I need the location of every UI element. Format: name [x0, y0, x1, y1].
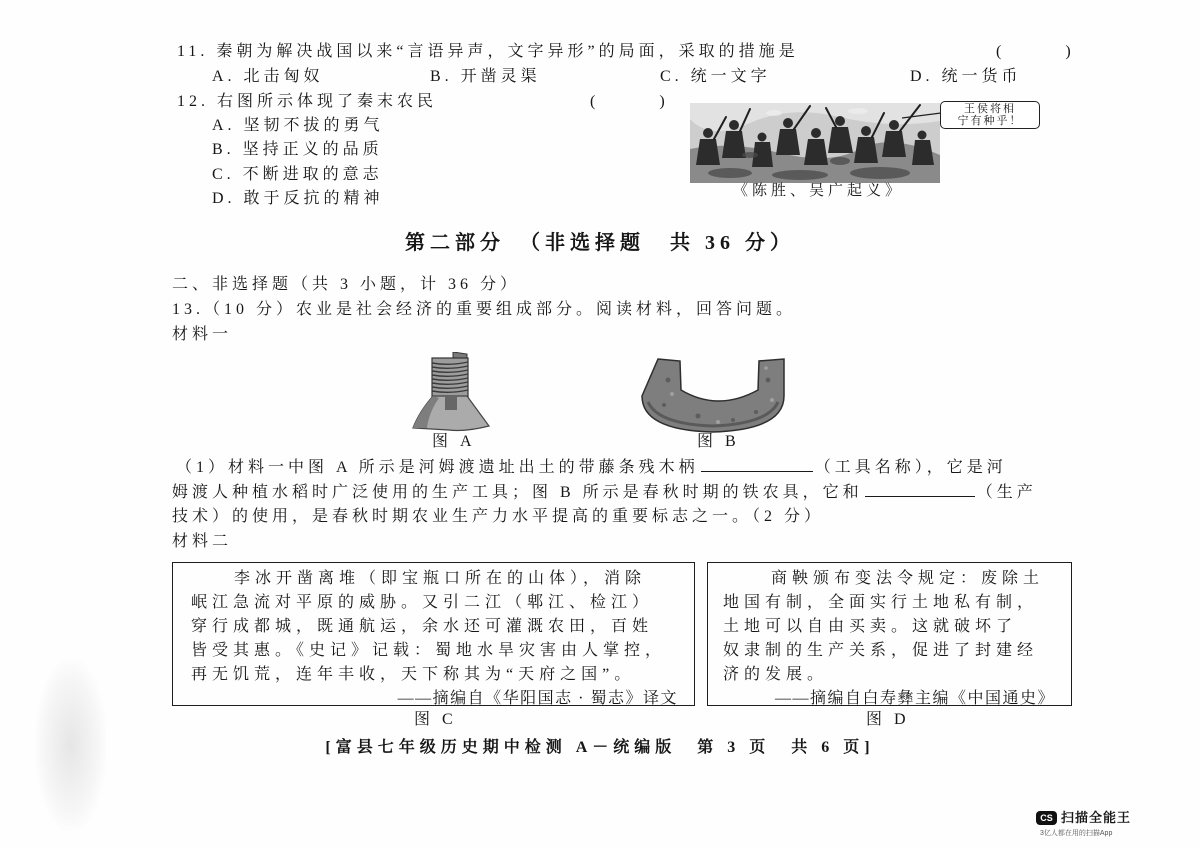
box-d-line: 奴隶制的生产关系，促进了封建经	[723, 642, 1039, 659]
question-11-option-b: B. 开凿灵渠	[430, 68, 541, 85]
speech-line-2: 宁有种乎！	[957, 115, 1023, 127]
scanner-logo-icon: CS	[1036, 811, 1057, 825]
figure-d-caption: 图 D	[866, 711, 910, 728]
tool-figure-a	[405, 352, 495, 432]
material-box-c	[172, 562, 695, 706]
figure-b-caption: 图 B	[697, 433, 740, 450]
speech-pointer	[900, 108, 942, 122]
figure-a-caption: 图 A	[432, 433, 476, 450]
question-12-stem: 12. 右图所示体现了秦末农民	[177, 93, 438, 110]
question-12-answer-bracket: ( )	[590, 93, 669, 110]
sub-question-1-line-2-before: 姆渡人种植水稻时广泛使用的生产工具；图 B 所示是春秋时期的铁农具，它和	[172, 484, 863, 501]
material-box-d	[707, 562, 1072, 706]
speech-bubble	[940, 101, 1040, 129]
question-12-option-d: D. 敢于反抗的精神	[212, 190, 384, 207]
sub-question-1-line-1	[176, 458, 1007, 478]
question-11-option-d: D. 统一货币	[910, 68, 1022, 85]
question-12-option-c: C. 不断进取的意志	[212, 166, 383, 183]
box-c-line: 岷江急流对平原的威胁。又引二江（郫江、检江）	[191, 594, 654, 611]
answer-blank-tool-name	[701, 470, 813, 472]
tool-figure-b	[638, 350, 788, 435]
figure-c-caption: 图 C	[414, 711, 457, 728]
scan-shadow	[36, 660, 106, 830]
box-c-line: 李冰开凿离堆（即宝瓶口所在的山体），消除	[234, 570, 647, 587]
material-2-label: 材料二	[172, 533, 233, 550]
box-d-line: 地国有制，全面实行土地私有制，	[723, 594, 1039, 611]
box-c-line: 皆受其惠。《史记》记载：蜀地水旱灾害由人掌控，	[191, 642, 667, 659]
box-c-line: 穿行成都城，既通航运，余水还可灌溉农田，百姓	[191, 618, 654, 635]
question-11-option-c: C. 统一文字	[660, 68, 771, 85]
box-c-source: ——摘编自《华阳国志 · 蜀志》译文	[397, 690, 678, 707]
speech-line-1: 王侯将相	[964, 103, 1016, 115]
sub-question-1-line-3: 技术）的使用，是春秋时期农业生产力水平提高的重要标志之一。（2 分）	[172, 508, 825, 525]
section-title: 二、非选择题（共 3 小题，计 36 分）	[172, 276, 521, 293]
sub-question-1-line-2	[172, 483, 1037, 503]
box-d-line: 土地可以自由买卖。这就破坏了	[723, 618, 1018, 635]
box-d-line: 济的发展。	[723, 666, 829, 683]
box-d-source: ——摘编自白寿彝主编《中国通史》	[774, 690, 1055, 707]
sub-question-1-line-1-before: （1）材料一中图 A 所示是河姆渡遗址出土的带藤条残木柄	[176, 459, 699, 476]
sub-question-1-line-1-after: （工具名称），它是河	[814, 459, 1007, 476]
box-c-line: 再无饥荒，连年丰收，天下称其为“天府之国”。	[191, 666, 636, 683]
scanner-tagline: 3亿人都在用的扫描App	[1040, 830, 1113, 837]
question-12-option-a: A. 坚韧不拔的勇气	[212, 117, 384, 134]
uprising-caption: 《陈胜、吴广起义》	[733, 183, 905, 199]
question-12-option-b: B. 坚持正义的品质	[212, 141, 383, 158]
material-1-label: 材料一	[172, 326, 233, 343]
part-two-heading: 第二部分 （非选择题 共 36 分）	[405, 232, 795, 254]
box-d-line: 商鞅颁布变法令规定：废除土	[771, 570, 1045, 587]
page-footer: [富县七年级历史期中检测 A－统编版 第 3 页 共 6 页]	[325, 739, 875, 756]
sub-question-1-line-2-after: （生产	[976, 484, 1037, 501]
question-11-stem: 11. 秦朝为解决战国以来“言语异声，文字异形”的局面，采取的措施是	[177, 43, 799, 60]
question-11-option-a: A. 北击匈奴	[212, 68, 324, 85]
question-13-stem: 13.（10 分）农业是社会经济的重要组成部分。阅读材料，回答问题。	[172, 301, 797, 318]
question-11-answer-bracket: ( )	[996, 43, 1075, 60]
scanner-app-name: 扫描全能王	[1061, 810, 1132, 825]
answer-blank-technique	[865, 495, 975, 497]
